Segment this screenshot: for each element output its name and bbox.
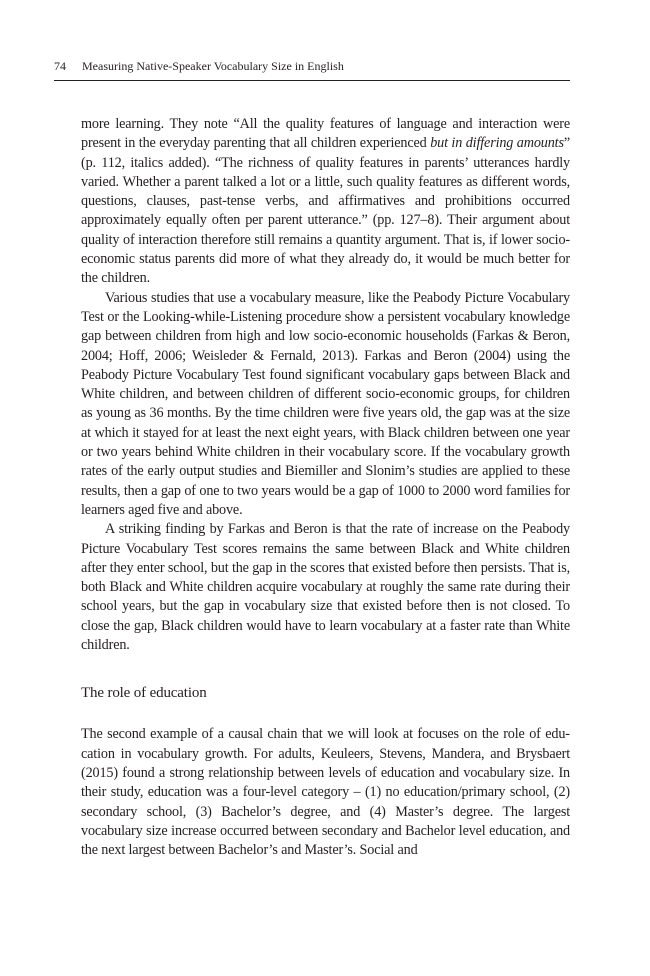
- paragraph-text: ” (p. 112, italics added). “The richness of quality features in parents’ utterances hardly varied. Whether a parent talked a lot or a little, such quality features as different words, questions, clauses, past-tense verbs, and affirmatives and prohibitions occurred approximately equally often per parent utterance.” (pp. 127–8). Their argument about quality of interaction therefore still remains a quantity argument. That is, if lower socio-economic status parents did more of what they already do, it would be much better for the children.: [81, 135, 570, 287]
- paragraph-education: The second example of a causal chain that we will look at focuses on the role of education in vocabulary growth. For adults, Keuleers, Stevens, Mandera, and Brysbaert (2015) found a strong relationship between levels of education and vocabulary size. In their study, education was a four-level category – (1) no education/primary school, (2) secondary school, (3) Bachelor’s degree, and (4) Master’s degree. The largest vocabulary size increase occurred between secondary and Bachelor level education, and the next largest between Bachelor’s and Master’s. Social and: [81, 726, 570, 859]
- italic-quote: but in differing amounts: [430, 135, 564, 152]
- running-title: Measuring Native-Speaker Vocabulary Size in English: [82, 59, 344, 73]
- running-head: [54, 58, 570, 81]
- paragraph-vocabulary-gap: Various studies that use a vocabulary measure, like the Peabody Picture Vocabulary Test or the Looking-while-Listening procedure show a persistent vocabulary knowledge gap between children from high and low socio-economic households (Farkas & Beron, 2004; Hoff, 2006; Weisleder & Fernald, 2013). Farkas and Beron (2004) using the Peabody Picture Vocabulary Test found significant vocabulary gaps between Black and White children, and between children of different socio-economic groups, for children as young as 36 months. By the time children were five years old, the gap was at the size at which it stayed for at least the next eight years, with Black children between one year or two years behind White children in their vocabulary score. If the vocabulary growth rates of the early output studies and Biemiller and Slonim’s studies are applied to these results, then a gap of one to two years would be a gap of 1000 to 2000 word families for learners aged five and above.: [81, 289, 570, 518]
- body-text: [81, 115, 570, 860]
- paragraph-text: more learning. They note “All the quality features of language and interaction were present in the everyday parenting that all children experienced: [81, 116, 570, 152]
- paragraph-quality-argument: [81, 115, 570, 289]
- section-heading: The role of education: [81, 685, 207, 702]
- paragraph-farkas-beron: A striking finding by Farkas and Beron is that the rate of increase on the Peabody Picture Vocabulary Test scores remains the same between Black and White children after they enter school, but the gap in the scores that existed before then persists. That is, both Black and White children acquire vocabulary at roughly the same rate during their school years, but the gap in vocabulary size that existed before then is not closed. To close the gap, Black children would have to learn vocabulary at a faster rate than White children.: [81, 521, 570, 654]
- page-number: 74: [54, 59, 66, 73]
